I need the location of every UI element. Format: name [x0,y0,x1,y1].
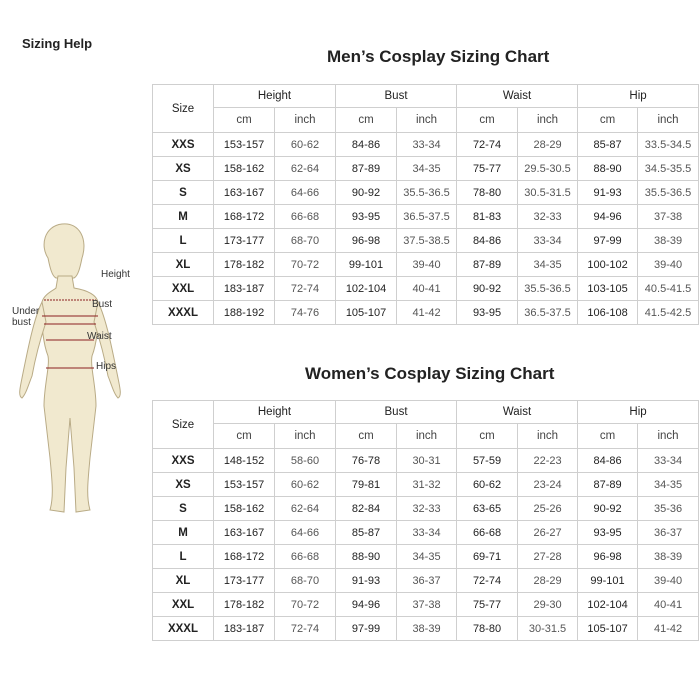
measurement-cell: 39-40 [638,569,699,593]
waist-label: Waist [87,331,112,342]
measurement-cell: 64-66 [275,181,336,205]
table-row [153,593,699,617]
measurement-cell: 148-152 [214,449,275,473]
measurement-cell: 68-70 [275,229,336,253]
table-row [153,497,699,521]
size-cell: XXL [153,277,214,301]
unit-header: inch [397,108,457,133]
table-row [153,473,699,497]
measurement-cell: 85-87 [578,133,638,157]
measurement-cell: 106-108 [578,301,638,325]
waist-header: Waist [457,85,578,108]
size-cell: S [153,497,214,521]
measurement-cell: 25-26 [518,497,578,521]
measurement-cell: 66-68 [457,521,518,545]
measurement-cell: 40-41 [397,277,457,301]
measurement-cell: 40.5-41.5 [638,277,699,301]
unit-header: cm [578,108,638,133]
measurement-cell: 70-72 [275,253,336,277]
unit-header: inch [275,108,336,133]
measurement-cell: 84-86 [457,229,518,253]
measurement-cell: 28-29 [518,133,578,157]
measurement-cell: 39-40 [397,253,457,277]
size-cell: XL [153,253,214,277]
table-row [153,449,699,473]
unit-header: inch [638,424,699,449]
table-row [153,277,699,301]
measurement-cell: 81-83 [457,205,518,229]
measurement-cell: 63-65 [457,497,518,521]
measurement-cell: 22-23 [518,449,578,473]
unit-header: inch [397,424,457,449]
size-cell: XXS [153,133,214,157]
measurement-cell: 34-35 [518,253,578,277]
measurement-cell: 97-99 [336,617,397,641]
unit-header: inch [275,424,336,449]
measurement-cell: 26-27 [518,521,578,545]
unit-header: cm [336,108,397,133]
measurement-cell: 82-84 [336,497,397,521]
measurement-cell: 34-35 [638,473,699,497]
measurement-cell: 37.5-38.5 [397,229,457,253]
table-row [153,617,699,641]
measurement-cell: 168-172 [214,205,275,229]
measurement-cell: 153-157 [214,133,275,157]
measurement-cell: 87-89 [336,157,397,181]
measurement-cell: 29.5-30.5 [518,157,578,181]
measurement-cell: 34-35 [397,545,457,569]
measurement-cell: 38-39 [397,617,457,641]
unit-header: cm [336,424,397,449]
measurement-cell: 79-81 [336,473,397,497]
measurement-cell: 66-68 [275,545,336,569]
measurement-cell: 84-86 [578,449,638,473]
table-row [153,301,699,325]
measurement-cell: 153-157 [214,473,275,497]
measurement-cell: 38-39 [638,229,699,253]
table-row [153,133,699,157]
unit-header: inch [638,108,699,133]
measurement-cell: 33-34 [397,133,457,157]
measurement-cell: 90-92 [336,181,397,205]
unit-header: cm [457,108,518,133]
measurement-cell: 72-74 [275,277,336,301]
measurement-cell: 33-34 [518,229,578,253]
height-header: Height [214,401,336,424]
measurement-cell: 36.5-37.5 [397,205,457,229]
measurement-cell: 90-92 [457,277,518,301]
measurement-cell: 99-101 [336,253,397,277]
table-row [153,205,699,229]
measurement-cell: 23-24 [518,473,578,497]
measurement-cell: 93-95 [578,521,638,545]
measurement-cell: 93-95 [336,205,397,229]
women-chart-title: Women’s Cosplay Sizing Chart [305,364,555,383]
waist-header: Waist [457,401,578,424]
measurement-cell: 35.5-36.5 [638,181,699,205]
measurement-cell: 60-62 [275,133,336,157]
table-row [153,253,699,277]
measurement-cell: 94-96 [336,593,397,617]
measurement-cell: 57-59 [457,449,518,473]
size-cell: XXXL [153,617,214,641]
measurement-cell: 90-92 [578,497,638,521]
measurement-cell: 37-38 [638,205,699,229]
measurement-cell: 32-33 [397,497,457,521]
measurement-cell: 34-35 [397,157,457,181]
measurement-cell: 91-93 [336,569,397,593]
measurement-cell: 76-78 [336,449,397,473]
measurement-cell: 105-107 [578,617,638,641]
hips-label: Hips [96,361,117,372]
body-measurement-figure [0,218,140,518]
measurement-cell: 30-31.5 [518,617,578,641]
measurement-cell: 188-192 [214,301,275,325]
height-header: Height [214,85,336,108]
measurement-cell: 105-107 [336,301,397,325]
measurement-cell: 178-182 [214,593,275,617]
measurement-cell: 30-31 [397,449,457,473]
measurement-cell: 60-62 [457,473,518,497]
measurement-cell: 100-102 [578,253,638,277]
size-header: Size [153,401,214,449]
measurement-cell: 66-68 [275,205,336,229]
measurement-cell: 30.5-31.5 [518,181,578,205]
measurement-cell: 64-66 [275,521,336,545]
measurement-cell: 158-162 [214,157,275,181]
measurement-cell: 173-177 [214,569,275,593]
measurement-cell: 70-72 [275,593,336,617]
size-header: Size [153,85,214,133]
measurement-cell: 36-37 [638,521,699,545]
size-cell: XS [153,157,214,181]
measurement-cell: 163-167 [214,181,275,205]
measurement-cell: 183-187 [214,617,275,641]
measurement-cell: 35.5-36.5 [518,277,578,301]
measurement-cell: 41-42 [397,301,457,325]
measurement-cell: 96-98 [336,229,397,253]
measurement-cell: 36-37 [397,569,457,593]
unit-header: cm [578,424,638,449]
measurement-cell: 74-76 [275,301,336,325]
sizing-help-heading: Sizing Help [22,36,93,51]
unit-header: inch [518,108,578,133]
measurement-cell: 93-95 [457,301,518,325]
measurement-cell: 78-80 [457,181,518,205]
measurement-cell: 31-32 [397,473,457,497]
measurement-cell: 35-36 [638,497,699,521]
unit-header: cm [214,424,275,449]
size-cell: M [153,521,214,545]
measurement-cell: 183-187 [214,277,275,301]
measurement-cell: 33-34 [638,449,699,473]
bust-header: Bust [336,401,457,424]
measurement-cell: 62-64 [275,497,336,521]
measurement-cell: 68-70 [275,569,336,593]
female-silhouette-icon [0,218,140,518]
hip-header: Hip [578,401,699,424]
measurement-cell: 102-104 [578,593,638,617]
measurement-cell: 87-89 [578,473,638,497]
size-cell: XXL [153,593,214,617]
bust-header: Bust [336,85,457,108]
measurement-cell: 58-60 [275,449,336,473]
measurement-cell: 91-93 [578,181,638,205]
table-row [153,545,699,569]
measurement-cell: 163-167 [214,521,275,545]
measurement-cell: 72-74 [275,617,336,641]
measurement-cell: 168-172 [214,545,275,569]
measurement-cell: 34.5-35.5 [638,157,699,181]
size-cell: S [153,181,214,205]
unit-header: cm [214,108,275,133]
measurement-cell: 33-34 [397,521,457,545]
under-bust-label: Under bust [12,306,40,328]
size-cell: XXS [153,449,214,473]
measurement-cell: 178-182 [214,253,275,277]
size-cell: XL [153,569,214,593]
table-row [153,181,699,205]
unit-header: inch [518,424,578,449]
measurement-cell: 94-96 [578,205,638,229]
measurement-cell: 39-40 [638,253,699,277]
measurement-cell: 78-80 [457,617,518,641]
table-row [153,157,699,181]
size-cell: L [153,545,214,569]
measurement-cell: 72-74 [457,133,518,157]
measurement-cell: 72-74 [457,569,518,593]
measurement-cell: 99-101 [578,569,638,593]
measurement-cell: 41-42 [638,617,699,641]
men-sizing-table [152,84,699,325]
measurement-cell: 41.5-42.5 [638,301,699,325]
measurement-cell: 102-104 [336,277,397,301]
measurement-cell: 69-71 [457,545,518,569]
measurement-cell: 158-162 [214,497,275,521]
measurement-cell: 40-41 [638,593,699,617]
size-cell: XS [153,473,214,497]
measurement-cell: 88-90 [578,157,638,181]
size-cell: M [153,205,214,229]
measurement-cell: 173-177 [214,229,275,253]
size-cell: XXXL [153,301,214,325]
measurement-cell: 97-99 [578,229,638,253]
men-chart-title: Men’s Cosplay Sizing Chart [327,47,550,66]
women-sizing-table [152,400,699,641]
height-label: Height [101,269,130,280]
measurement-cell: 29-30 [518,593,578,617]
measurement-cell: 37-38 [397,593,457,617]
measurement-cell: 38-39 [638,545,699,569]
measurement-cell: 85-87 [336,521,397,545]
table-row [153,229,699,253]
measurement-cell: 35.5-36.5 [397,181,457,205]
measurement-cell: 84-86 [336,133,397,157]
table-row [153,521,699,545]
measurement-cell: 28-29 [518,569,578,593]
measurement-cell: 88-90 [336,545,397,569]
measurement-cell: 75-77 [457,593,518,617]
measurement-cell: 96-98 [578,545,638,569]
measurement-cell: 60-62 [275,473,336,497]
measurement-cell: 62-64 [275,157,336,181]
measurement-cell: 33.5-34.5 [638,133,699,157]
measurement-cell: 87-89 [457,253,518,277]
hip-header: Hip [578,85,699,108]
table-row [153,569,699,593]
size-cell: L [153,229,214,253]
unit-header: cm [457,424,518,449]
measurement-cell: 103-105 [578,277,638,301]
measurement-cell: 36.5-37.5 [518,301,578,325]
measurement-cell: 32-33 [518,205,578,229]
bust-label: Bust [92,299,113,310]
measurement-cell: 75-77 [457,157,518,181]
measurement-cell: 27-28 [518,545,578,569]
